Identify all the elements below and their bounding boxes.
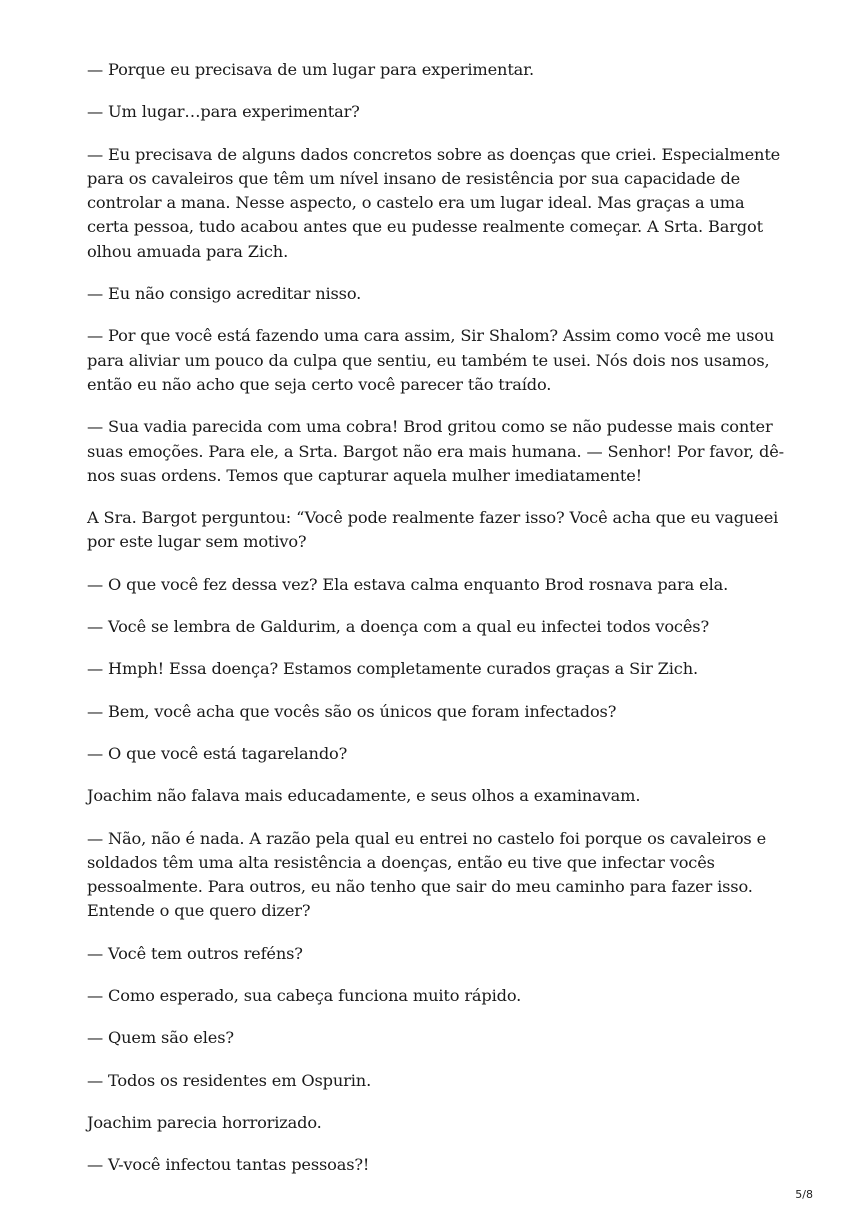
paragraph: — Não, não é nada. A razão pela qual eu entrei no castelo foi porque os cavaleiros e soldados têm uma alta resistência a doenças, então eu tive que infectar vocês pessoalmente. Para outros, eu não tenho que sair do meu caminho para fazer isso. Entende o que quero dizer?	[87, 828, 767, 921]
paragraph: — Você se lembra de Galdurim, a doença com a qual eu infectei todos vocês?	[87, 617, 709, 637]
paragraph: — Como esperado, sua cabeça funciona muito rápido.	[87, 986, 522, 1006]
paragraph: — Hmph! Essa doença? Estamos completamente curados graças a Sir Zich.	[87, 659, 698, 679]
paragraph: — O que você está tagarelando?	[87, 743, 348, 763]
paragraph: — Eu não consigo acreditar nisso.	[87, 284, 362, 304]
paragraph: — Sua vadia parecida com uma cobra! Brod gritou como se não pudesse mais conter suas emoções. Para ele, a Srta. Bargot não era mais humana. — Senhor! Por favor, dê-nos suas ordens. Temos que capturar aquela mulher imediatamente!	[87, 417, 784, 485]
paragraph: — Quem são eles?	[87, 1028, 234, 1048]
paragraph: — Eu precisava de alguns dados concretos sobre as doenças que criei. Especialmente para os cavaleiros que têm um nível insano de resistência por sua capacidade de controlar a mana. Nesse aspecto, o castelo era um lugar ideal. Mas graças a uma certa pessoa, tudo acabou antes que eu pudesse realmente começar. A Srta. Bargot olhou amuada para Zich.	[87, 144, 781, 261]
paragraph: Joachim não falava mais educadamente, e seus olhos a examinavam.	[87, 786, 641, 806]
paragraph: — Todos os residentes em Ospurin.	[87, 1070, 372, 1090]
paragraph: — Porque eu precisava de um lugar para experimentar.	[87, 60, 534, 79]
paragraph: — Bem, você acha que vocês são os únicos que foram infectados?	[87, 701, 617, 721]
paragraph: — O que você fez dessa vez? Ela estava calma enquanto Brod rosnava para ela.	[87, 574, 729, 594]
paragraph: A Sra. Bargot perguntou: “Você pode realmente fazer isso? Você acha que eu vagueei por este lugar sem motivo?	[87, 508, 779, 552]
paragraph: — Por que você está fazendo uma cara assim, Sir Shalom? Assim como você me usou para aliviar um pouco da culpa que sentiu, eu também te usei. Nós dois nos usamos, então eu não acho que seja certo você parecer tão traído.	[87, 326, 775, 394]
document-body	[87, 58, 787, 1196]
page-number: 5/8	[795, 1188, 813, 1201]
paragraph: Joachim parecia horrorizado.	[87, 1112, 322, 1132]
paragraph: — Você tem outros reféns?	[87, 943, 303, 963]
paragraph: — Um lugar…para experimentar?	[87, 102, 360, 122]
paragraph: — V-você infectou tantas pessoas?!	[87, 1155, 370, 1175]
